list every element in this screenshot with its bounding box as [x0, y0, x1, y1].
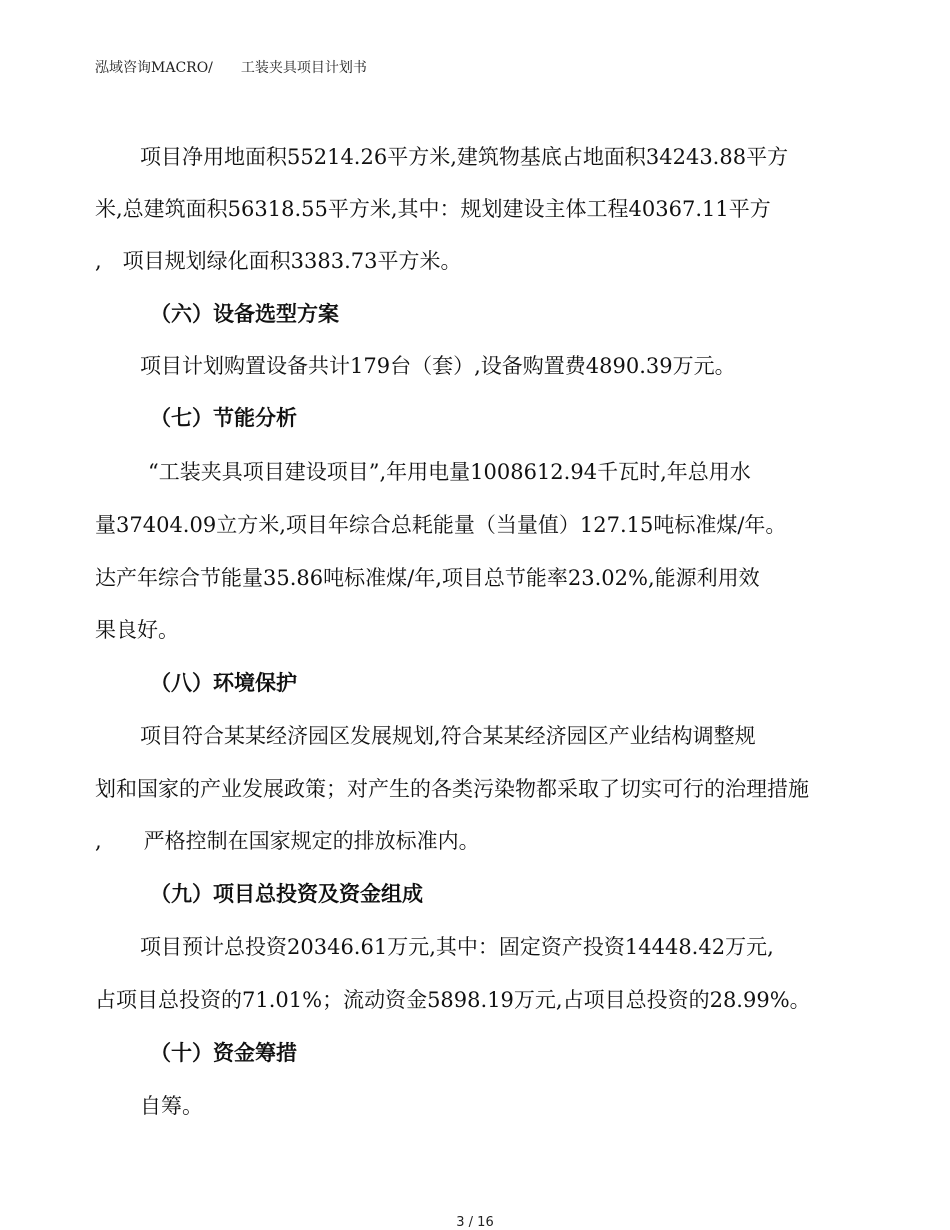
body-line-9: 项目符合某某经济园区发展规划,符合某某经济园区产业结构调整规	[140, 724, 756, 748]
section-heading-6: （六）设备选型方案	[150, 302, 339, 326]
header-company: 泓域咨询MACRO/	[95, 60, 213, 76]
body-line-12: 项目预计总投资20346.61万元,其中：固定资产投资14448.42万元,	[140, 935, 774, 959]
page-header	[95, 57, 367, 77]
body-line-2: 米,总建筑面积56318.55平方米,其中：规划建设主体工程40367.11平方	[95, 197, 771, 221]
section-heading-7: （七）节能分析	[150, 406, 297, 430]
body-line-13: 占项目总投资的71.01%；流动资金5898.19万元,占项目总投资的28.99%。	[95, 988, 811, 1012]
body-line-1: 项目净用地面积55214.26平方米,建筑物基底占地面积34243.88平方	[140, 145, 789, 169]
body-line-14: 自筹。	[140, 1094, 203, 1118]
body-line-3: , 项目规划绿化面积3383.73平方米。	[95, 249, 462, 273]
body-line-10: 划和国家的产业发展政策；对产生的各类污染物都采取了切实可行的治理措施	[95, 777, 809, 801]
body-line-6: 量37404.09立方米,项目年综合总耗能量（当量值）127.15吨标准煤/年。	[95, 513, 787, 537]
section-heading-10: （十）资金筹措	[150, 1041, 297, 1065]
body-line-8: 果良好。	[95, 618, 179, 642]
body-line-5: “工装夹具项目建设项目”,年用电量1008612.94千瓦时,年总用水	[148, 460, 751, 484]
body-line-11: , 严格控制在国家规定的排放标准内。	[95, 829, 480, 853]
body-line-7: 达产年综合节能量35.86吨标准煤/年,项目总节能率23.02%,能源利用效	[95, 566, 760, 590]
section-heading-8: （八）环境保护	[150, 671, 297, 695]
page-number: 3 / 16	[456, 1215, 494, 1230]
header-doc-title: 工装夹具项目计划书	[240, 60, 367, 76]
body-line-4: 项目计划购置设备共计179台（套）,设备购置费4890.39万元。	[140, 354, 736, 378]
section-heading-9: （九）项目总投资及资金组成	[150, 882, 423, 906]
